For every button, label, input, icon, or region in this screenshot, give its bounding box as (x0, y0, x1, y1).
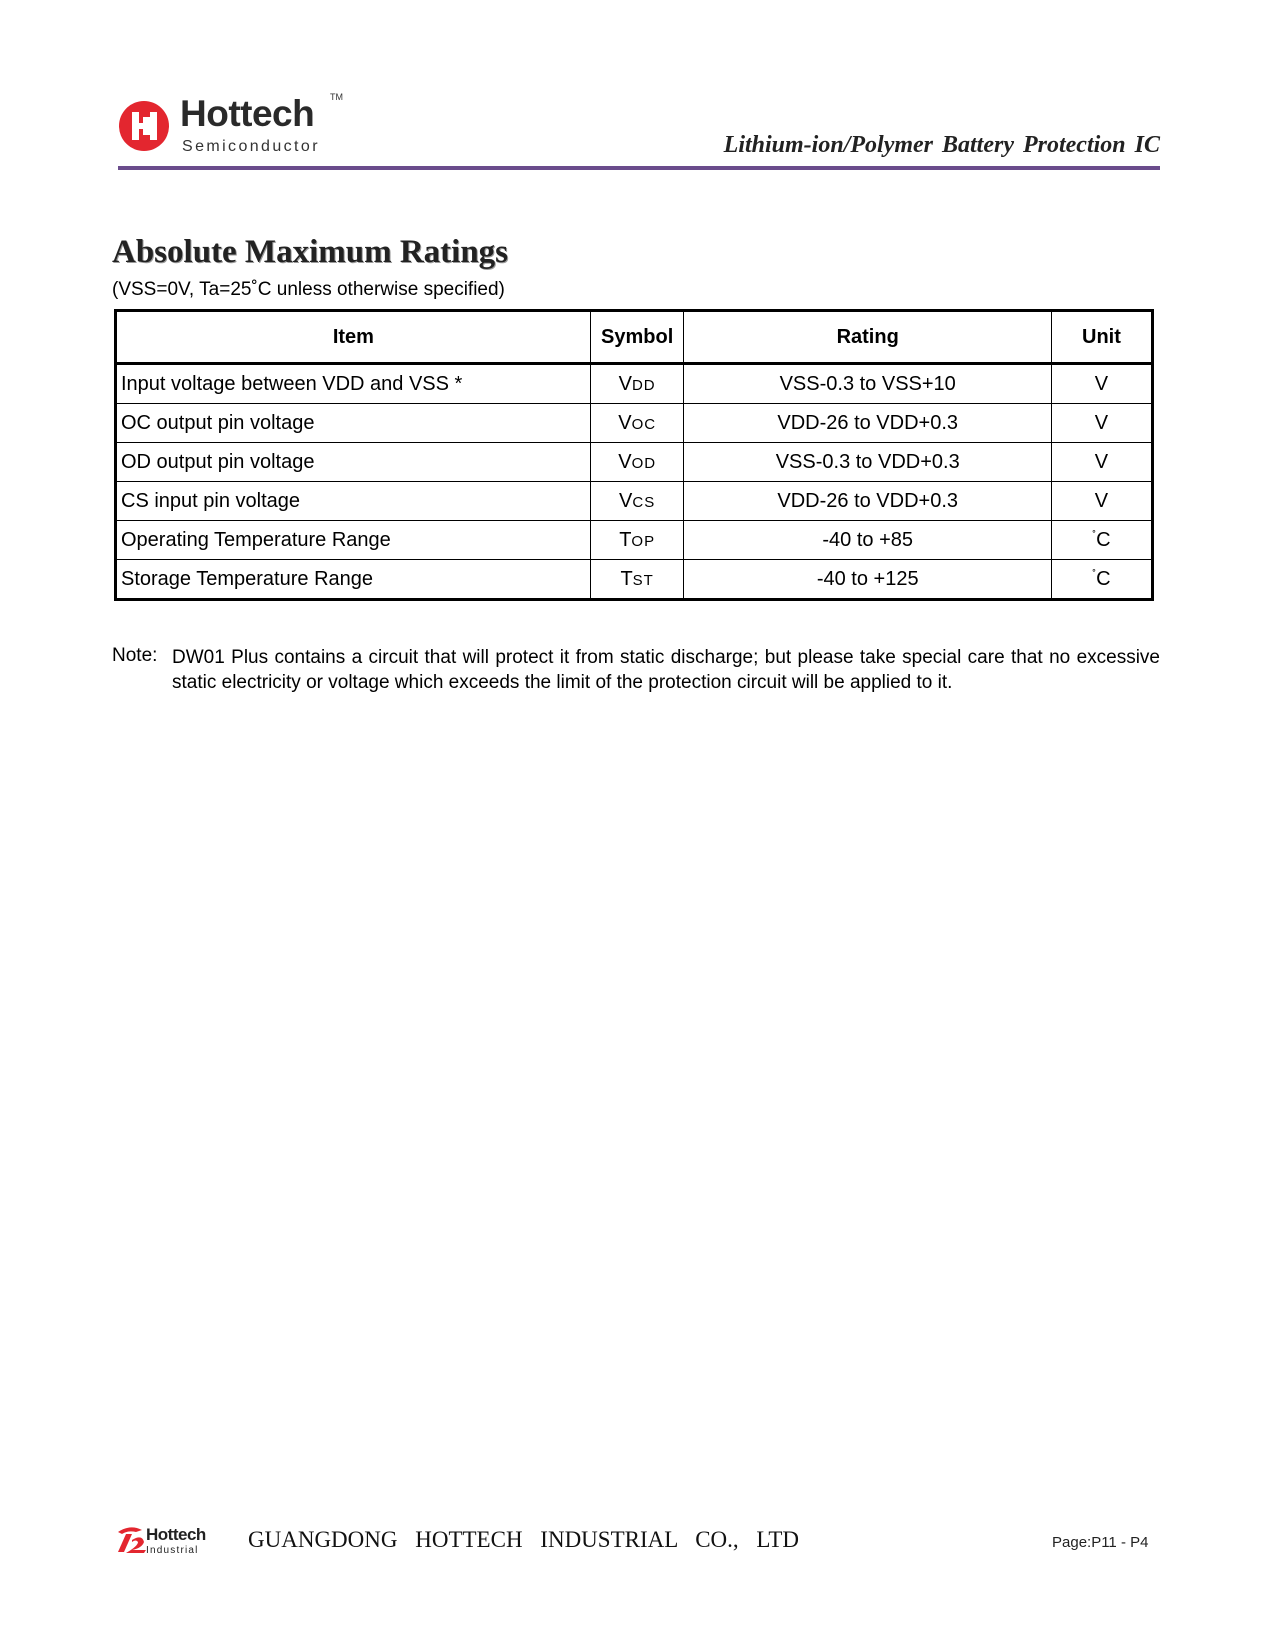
cell-rating: VDD-26 to VDD+0.3 (684, 404, 1051, 443)
unit-text: C (1096, 567, 1111, 590)
cell-symbol (590, 482, 684, 521)
symbol-subscript: OC (631, 415, 657, 433)
cell-rating: VSS-0.3 to VDD+0.3 (684, 443, 1051, 482)
cell-rating: -40 to +85 (684, 521, 1051, 560)
symbol-subscript: OD (631, 454, 657, 472)
section-title: Absolute Maximum Ratings (112, 234, 509, 270)
hottech-industrial-logo-icon (112, 1520, 212, 1556)
footer-logo-sub: Industrial (146, 1545, 199, 1556)
symbol-main: V (619, 489, 633, 512)
cell-symbol (590, 364, 684, 404)
cell-item: OD output pin voltage (116, 443, 591, 482)
cell-unit: V (1051, 443, 1152, 482)
company-logo (118, 92, 343, 162)
table-row (116, 482, 1153, 521)
cell-rating: VSS-0.3 to VSS+10 (684, 364, 1051, 404)
cell-symbol (590, 404, 684, 443)
cell-unit: V (1051, 482, 1152, 521)
table-row (116, 404, 1153, 443)
cell-item: Storage Temperature Range (116, 560, 591, 600)
cell-unit: V (1051, 364, 1152, 404)
symbol-subscript: ST (632, 571, 654, 589)
symbol-subscript: CS (632, 493, 656, 511)
cell-unit: V (1051, 404, 1152, 443)
symbol-main: V (618, 450, 632, 473)
footer-company-name: GUANGDONG HOTTECH INDUSTRIAL CO., LTD (248, 1527, 799, 1552)
symbol-main: T (620, 567, 633, 590)
cell-item: Input voltage between VDD and VSS * (116, 364, 591, 404)
page-number: Page:P11 - P4 (1052, 1534, 1149, 1551)
header-rating: Rating (684, 311, 1051, 364)
cell-unit (1051, 521, 1152, 560)
note-text: DW01 Plus contains a circuit that will protect it from static discharge; but please take special care that no excessive static electricity or voltage which exceeds the limit of the protection circuit will be applied to it. (172, 647, 1160, 693)
footer-logo-name: Hottech (146, 1525, 206, 1544)
table-row (116, 560, 1153, 600)
unit-text: C (1096, 528, 1111, 551)
cell-rating: -40 to +125 (684, 560, 1051, 600)
symbol-main: V (618, 372, 632, 395)
header-symbol: Symbol (590, 311, 684, 364)
header-unit: Unit (1051, 311, 1152, 364)
cell-item: CS input pin voltage (116, 482, 591, 521)
brand-subtitle: Semiconductor (182, 138, 320, 155)
degree-mark: ˚ (1092, 529, 1097, 542)
cell-symbol (590, 560, 684, 600)
symbol-main: V (618, 411, 632, 434)
table-row (116, 443, 1153, 482)
header-item: Item (116, 311, 591, 364)
cell-rating: VDD-26 to VDD+0.3 (684, 482, 1051, 521)
header-divider (118, 166, 1160, 170)
cell-symbol (590, 521, 684, 560)
table-row (116, 364, 1153, 404)
document-subtitle: Lithium-ion/Polymer Battery Protection IC (723, 132, 1160, 158)
table-row (116, 521, 1153, 560)
ratings-table (114, 309, 1154, 601)
symbol-subscript: DD (631, 376, 656, 394)
degree-mark: ˚ (1092, 568, 1097, 581)
cell-item: Operating Temperature Range (116, 521, 591, 560)
symbol-main: T (619, 528, 632, 551)
table-header-row (116, 311, 1153, 364)
note-label: Note: (112, 645, 158, 666)
brand-name: Hottech (180, 93, 315, 134)
hottech-logo-icon (118, 100, 170, 152)
trademark-mark: TM (330, 92, 343, 102)
cell-item: OC output pin voltage (116, 404, 591, 443)
cell-unit (1051, 560, 1152, 600)
footer-logo (112, 1520, 212, 1556)
test-conditions: (VSS=0V, Ta=25˚C unless otherwise specified) (112, 279, 505, 300)
symbol-subscript: OP (631, 532, 656, 550)
cell-symbol (590, 443, 684, 482)
